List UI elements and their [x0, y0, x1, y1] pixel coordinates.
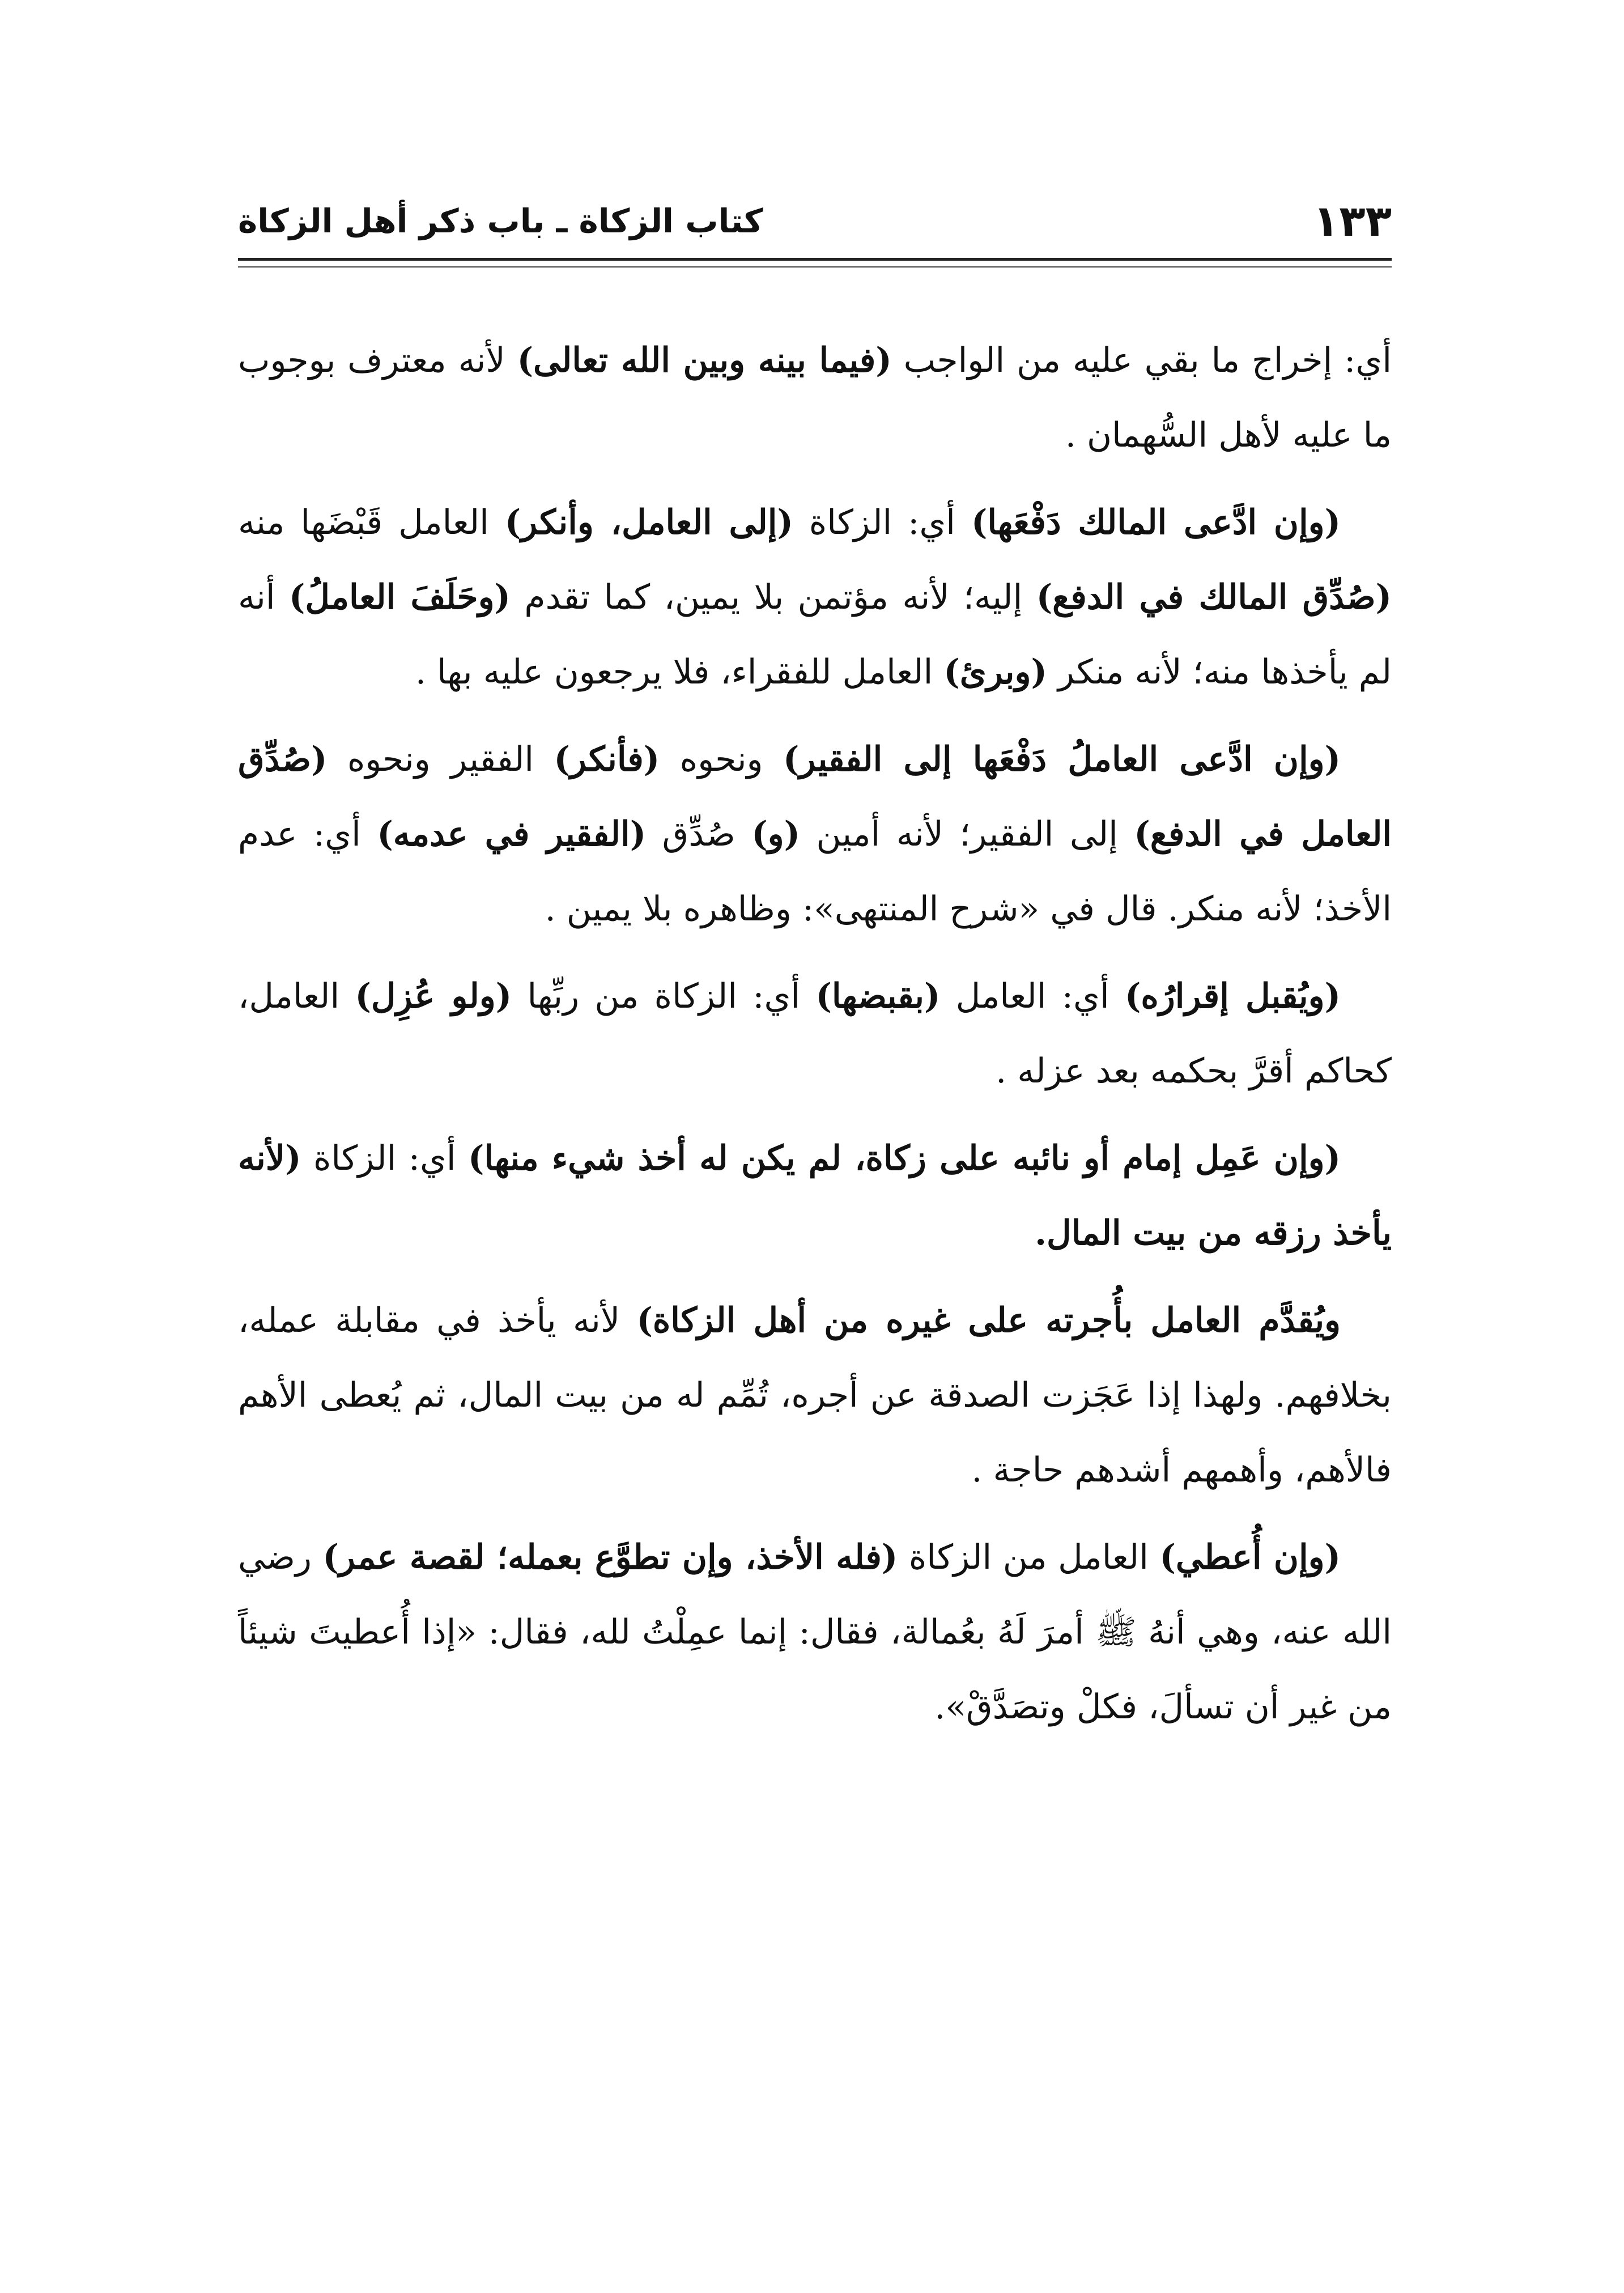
page-header — [238, 187, 1392, 255]
text-segment: أي: الزكاة من ربِّها — [512, 976, 816, 1016]
bold-text-segment: (بقبضها) — [815, 976, 941, 1016]
bold-text-segment: (ولو عُزِل) — [355, 976, 512, 1016]
body-text — [238, 323, 1392, 1757]
bold-text-segment: (وإن أُعطي) — [1159, 1538, 1341, 1577]
paragraph — [238, 485, 1392, 710]
text-segment: العامل للفقراء، فلا يرجعون عليه بها . — [415, 652, 944, 692]
text-segment: ونحوه — [660, 740, 783, 779]
bold-text-segment: (صُدِّق العامل في الدفع) — [238, 740, 1392, 854]
bold-text-segment: (فيما بينه وبين الله تعالى) — [517, 341, 892, 380]
text-segment: لأنه معترف بوجوب ما عليه لأهل السُّهمان . — [238, 341, 1392, 455]
bold-text-segment: (وحَلَفَ العاملُ) — [289, 578, 511, 617]
text-segment: لأنه يأخذ في مقابلة عمله، بخلافهم. ولهذا إذا عَجَزت الصدقة عن أجره، تُمِّم له من بيت المال، ثم يُعطى الأهم فالأهم، وأهمهم أشدهم حاجة . — [238, 1301, 1392, 1490]
text-segment: إليه؛ لأنه مؤتمن بلا يمين، كما تقدم — [510, 578, 1036, 617]
bold-text-segment: (وإن ادَّعى المالك دَفْعَها) — [971, 503, 1341, 542]
text-segment: أي: الزكاة — [301, 1139, 469, 1178]
bold-text-segment: ويُقدَّم العامل بأُجرته على غيره من أهل الزكاة) — [636, 1301, 1341, 1340]
bold-text-segment: (وإن ادَّعى العاملُ دَفْعَها إلى الفقير) — [783, 740, 1341, 779]
bold-text-segment: (و) — [751, 814, 800, 854]
bold-text-segment: (فله الأخذ، وإن تطوَّع بعمله؛ لقصة عمر) — [322, 1538, 898, 1577]
text-segment: أي: عدم الأخذ؛ لأنه منكر. قال في «شرح المنتهى»: وظاهره بلا يمين . — [238, 814, 1392, 929]
text-segment: إلى الفقير؛ لأنه أمين — [800, 814, 1134, 854]
bold-text-segment: (إلى العامل، وأنكر) — [504, 503, 793, 542]
text-segment: العامل، كحاكم أقرَّ بحكمه بعد عزله . — [238, 976, 1392, 1091]
bold-text-segment: (لأنه يأخذ رزقه من بيت المال. — [238, 1139, 1392, 1253]
paragraph — [238, 959, 1392, 1109]
text-segment: أي: العامل — [940, 976, 1125, 1016]
bold-text-segment: (وإن عَمِل إمام أو نائبه على زكاة، لم يكن له أخذ شيء منها) — [468, 1139, 1341, 1178]
paragraph — [238, 1520, 1392, 1744]
paragraph — [238, 323, 1392, 473]
text-segment: العامل من الزكاة — [898, 1538, 1160, 1577]
paragraph — [238, 1283, 1392, 1508]
bold-text-segment: (وبرئ) — [943, 652, 1047, 692]
text-segment: صُدِّق — [646, 814, 752, 854]
bold-text-segment: (الفقير في عدمه) — [377, 814, 647, 854]
text-segment: الفقير ونحوه — [327, 740, 554, 779]
running-title: كتاب الزكاة ـ باب ذكر أهل الزكاة — [238, 202, 763, 240]
text-segment: أي: إخراج ما بقي عليه من الواجب — [891, 341, 1392, 380]
text-segment: العامل قَبْضَها منه — [238, 503, 505, 542]
text-segment: رضي الله عنه، وهي أنهُ ﷺ أمرَ لَهُ بعُمالة، فقال: إنما عمِلْتُ لله، فقال: «إذا أُعطيتَ شيئاً من غير أن تسألَ، فكلْ وتصَدَّقْ». — [238, 1538, 1392, 1727]
bold-text-segment: (ويُقبل إقرارُه) — [1124, 976, 1341, 1016]
paragraph — [238, 722, 1392, 946]
text-segment: أي: الزكاة — [793, 503, 971, 542]
page-number: ١٣٣ — [1312, 196, 1392, 246]
bold-text-segment: (فأنكر) — [554, 740, 660, 779]
text-segment: أنه لم يأخذها منه؛ لأنه منكر — [238, 578, 1392, 692]
bold-text-segment: (صُدِّق المالك في الدفع) — [1036, 578, 1392, 617]
header-divider — [238, 258, 1392, 267]
paragraph — [238, 1121, 1392, 1271]
